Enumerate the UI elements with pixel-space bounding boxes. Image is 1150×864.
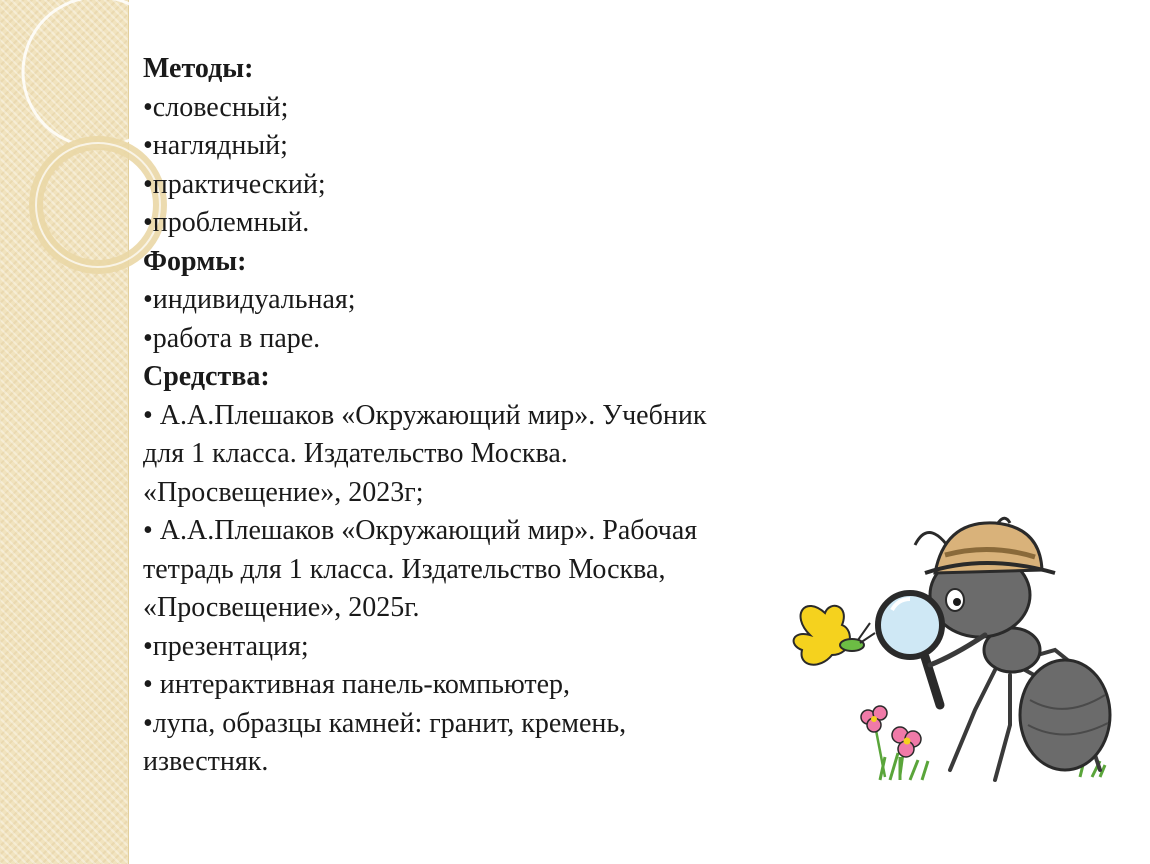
- list-item: • А.А.Плешаков «Окружающий мир». Рабочая: [143, 515, 698, 546]
- magnifier-icon: [878, 593, 942, 705]
- list-item: «Просвещение», 2023г;: [143, 476, 424, 508]
- list-item: •индивидуальная;: [143, 284, 356, 315]
- flower-icon: [861, 706, 921, 777]
- slide-text: [143, 50, 843, 782]
- list-item: •практический;: [143, 168, 326, 200]
- list-item: известняк.: [143, 746, 269, 777]
- list-item: «Просвещение», 2025г.: [143, 592, 420, 623]
- list-item: •словесный;: [143, 91, 289, 123]
- list-item: •проблемный.: [143, 207, 310, 238]
- list-item: •наглядный;: [143, 130, 288, 161]
- list-item: тетрадь для 1 класса. Издательство Москва,: [143, 553, 666, 585]
- list-item: •работа в паре.: [143, 322, 321, 354]
- list-item: для 1 класса. Издательство Москва.: [143, 438, 568, 469]
- list-item: • А.А.Плешаков «Окружающий мир». Учебник: [143, 399, 707, 431]
- list-item: •презентация;: [143, 630, 309, 662]
- section-heading: Методы:: [143, 53, 254, 84]
- section-heading: Формы:: [143, 245, 247, 277]
- safari-hat-icon: [925, 523, 1055, 573]
- section-heading: Средства:: [143, 361, 270, 392]
- list-item: •лупа, образцы камней: гранит, кремень,: [143, 707, 627, 739]
- ant-abdomen: [1020, 660, 1110, 770]
- butterfly-icon: [794, 606, 875, 665]
- ant-with-magnifier-icon: [780, 495, 1130, 805]
- list-item: • интерактивная панель-компьютер,: [143, 669, 571, 700]
